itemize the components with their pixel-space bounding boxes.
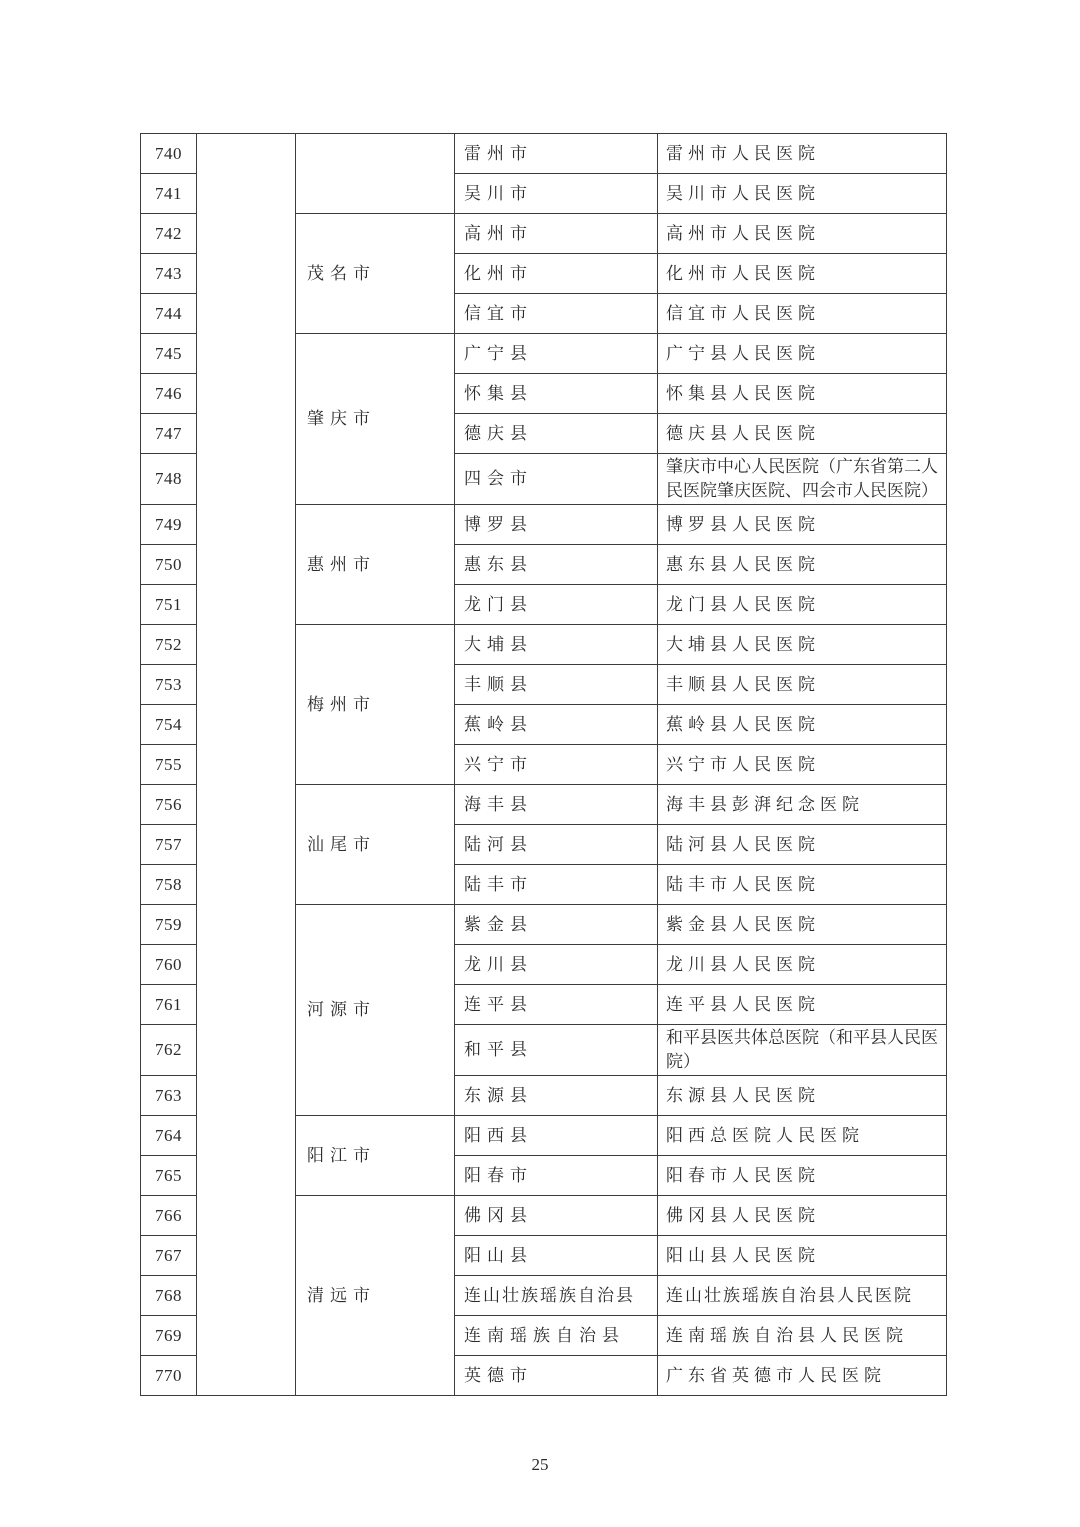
row-number-cell: 741 <box>141 174 197 214</box>
row-number-cell: 743 <box>141 254 197 294</box>
hospital-cell: 吴川市人民医院 <box>658 174 947 214</box>
hospital-cell: 连南瑶族自治县人民医院 <box>658 1316 947 1356</box>
city-cell: 清远市 <box>296 1196 455 1396</box>
hospital-cell: 陆河县人民医院 <box>658 825 947 865</box>
row-number-cell: 742 <box>141 214 197 254</box>
row-number-cell: 763 <box>141 1076 197 1116</box>
county-cell: 德庆县 <box>455 414 658 454</box>
county-cell: 阳西县 <box>455 1116 658 1156</box>
hospital-cell: 龙川县人民医院 <box>658 945 947 985</box>
row-number-cell: 753 <box>141 665 197 705</box>
hospital-cell: 阳西总医院人民医院 <box>658 1116 947 1156</box>
hospital-cell: 阳春市人民医院 <box>658 1156 947 1196</box>
county-cell: 海丰县 <box>455 785 658 825</box>
city-cell: 阳江市 <box>296 1116 455 1196</box>
row-number-cell: 744 <box>141 294 197 334</box>
hospital-cell: 怀集县人民医院 <box>658 374 947 414</box>
row-number-cell: 748 <box>141 454 197 505</box>
table-row <box>141 134 947 174</box>
row-number-cell: 768 <box>141 1276 197 1316</box>
hospital-cell: 和平县医共体总医院（和平县人民医院） <box>658 1025 947 1076</box>
hospital-cell: 德庆县人民医院 <box>658 414 947 454</box>
row-number-cell: 762 <box>141 1025 197 1076</box>
hospital-cell: 龙门县人民医院 <box>658 585 947 625</box>
hospital-cell: 化州市人民医院 <box>658 254 947 294</box>
row-number-cell: 745 <box>141 334 197 374</box>
county-cell: 高州市 <box>455 214 658 254</box>
row-number-cell: 751 <box>141 585 197 625</box>
row-number-cell: 764 <box>141 1116 197 1156</box>
row-number-cell: 749 <box>141 505 197 545</box>
county-cell: 惠东县 <box>455 545 658 585</box>
county-cell: 紫金县 <box>455 905 658 945</box>
hospital-cell: 丰顺县人民医院 <box>658 665 947 705</box>
hospital-cell: 连山壮族瑶族自治县人民医院 <box>658 1276 947 1316</box>
row-number-cell: 770 <box>141 1356 197 1396</box>
row-number-cell: 769 <box>141 1316 197 1356</box>
hospital-cell: 兴宁市人民医院 <box>658 745 947 785</box>
row-number-cell: 752 <box>141 625 197 665</box>
row-number-cell: 755 <box>141 745 197 785</box>
row-number-cell: 759 <box>141 905 197 945</box>
city-cell: 汕尾市 <box>296 785 455 905</box>
county-cell: 大埔县 <box>455 625 658 665</box>
hospital-cell: 海丰县彭湃纪念医院 <box>658 785 947 825</box>
hospital-cell: 高州市人民医院 <box>658 214 947 254</box>
county-cell: 连平县 <box>455 985 658 1025</box>
row-number-cell: 740 <box>141 134 197 174</box>
city-cell: 肇庆市 <box>296 334 455 505</box>
row-number-cell: 747 <box>141 414 197 454</box>
hospital-cell: 博罗县人民医院 <box>658 505 947 545</box>
hospital-cell: 雷州市人民医院 <box>658 134 947 174</box>
page-number: 25 <box>531 1455 549 1474</box>
county-cell: 阳春市 <box>455 1156 658 1196</box>
hospital-cell: 广宁县人民医院 <box>658 334 947 374</box>
county-cell: 陆河县 <box>455 825 658 865</box>
city-cell <box>296 134 455 214</box>
county-cell: 四会市 <box>455 454 658 505</box>
county-cell: 龙门县 <box>455 585 658 625</box>
hospital-cell: 陆丰市人民医院 <box>658 865 947 905</box>
province-cell <box>197 134 296 1396</box>
city-cell: 河源市 <box>296 905 455 1116</box>
city-cell: 梅州市 <box>296 625 455 785</box>
hospital-cell: 惠东县人民医院 <box>658 545 947 585</box>
hospital-table <box>140 133 947 1396</box>
county-cell: 博罗县 <box>455 505 658 545</box>
county-cell: 阳山县 <box>455 1236 658 1276</box>
hospital-cell: 佛冈县人民医院 <box>658 1196 947 1236</box>
row-number-cell: 757 <box>141 825 197 865</box>
county-cell: 佛冈县 <box>455 1196 658 1236</box>
row-number-cell: 750 <box>141 545 197 585</box>
row-number-cell: 758 <box>141 865 197 905</box>
row-number-cell: 754 <box>141 705 197 745</box>
row-number-cell: 760 <box>141 945 197 985</box>
hospital-cell: 连平县人民医院 <box>658 985 947 1025</box>
county-cell: 英德市 <box>455 1356 658 1396</box>
county-cell: 雷州市 <box>455 134 658 174</box>
row-number-cell: 767 <box>141 1236 197 1276</box>
hospital-table-body <box>141 134 947 1396</box>
hospital-cell: 广东省英德市人民医院 <box>658 1356 947 1396</box>
county-cell: 龙川县 <box>455 945 658 985</box>
row-number-cell: 766 <box>141 1196 197 1236</box>
row-number-cell: 746 <box>141 374 197 414</box>
row-number-cell: 756 <box>141 785 197 825</box>
hospital-cell: 信宜市人民医院 <box>658 294 947 334</box>
hospital-cell: 蕉岭县人民医院 <box>658 705 947 745</box>
county-cell: 信宜市 <box>455 294 658 334</box>
city-cell: 茂名市 <box>296 214 455 334</box>
row-number-cell: 761 <box>141 985 197 1025</box>
county-cell: 吴川市 <box>455 174 658 214</box>
county-cell: 化州市 <box>455 254 658 294</box>
county-cell: 兴宁市 <box>455 745 658 785</box>
county-cell: 丰顺县 <box>455 665 658 705</box>
city-cell: 惠州市 <box>296 505 455 625</box>
county-cell: 连山壮族瑶族自治县 <box>455 1276 658 1316</box>
county-cell: 东源县 <box>455 1076 658 1116</box>
hospital-cell: 紫金县人民医院 <box>658 905 947 945</box>
hospital-cell: 东源县人民医院 <box>658 1076 947 1116</box>
county-cell: 蕉岭县 <box>455 705 658 745</box>
hospital-cell: 阳山县人民医院 <box>658 1236 947 1276</box>
hospital-cell: 肇庆市中心人民医院（广东省第二人民医院肇庆医院、四会市人民医院） <box>658 454 947 505</box>
county-cell: 和平县 <box>455 1025 658 1076</box>
county-cell: 怀集县 <box>455 374 658 414</box>
row-number-cell: 765 <box>141 1156 197 1196</box>
county-cell: 陆丰市 <box>455 865 658 905</box>
county-cell: 广宁县 <box>455 334 658 374</box>
county-cell: 连南瑶族自治县 <box>455 1316 658 1356</box>
hospital-cell: 大埔县人民医院 <box>658 625 947 665</box>
